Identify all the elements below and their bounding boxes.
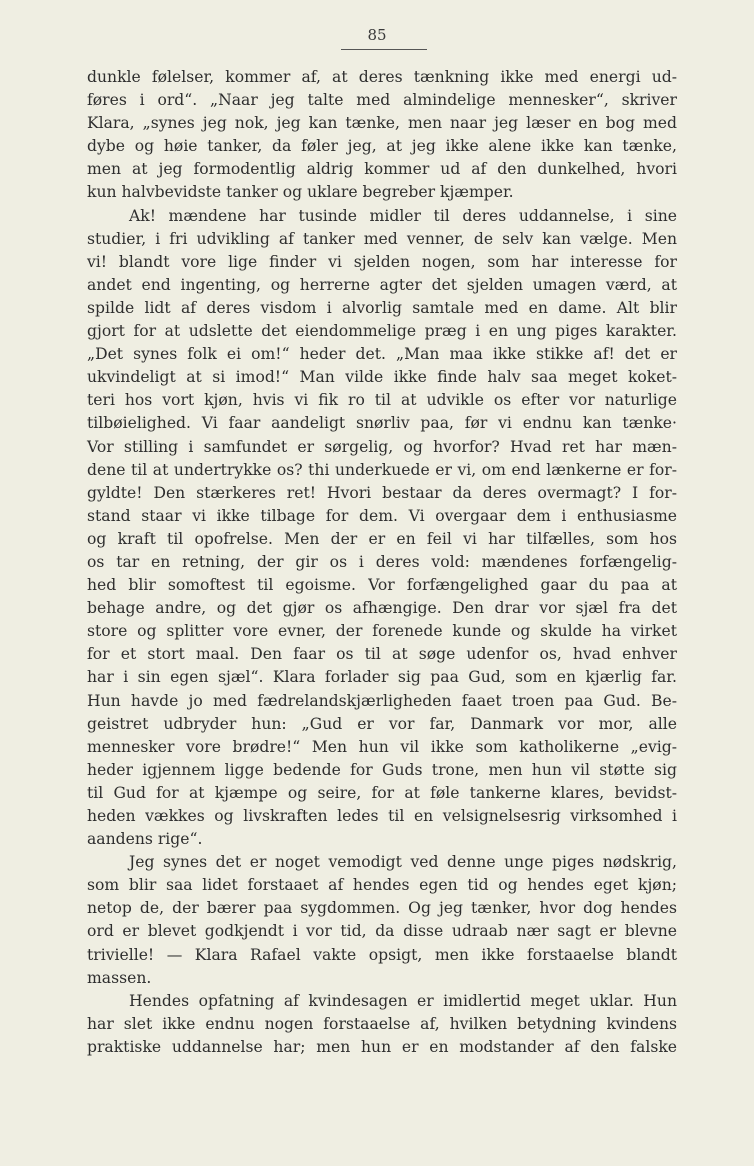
text-line: teri hos vort kjøn, hvis vi fik ro til at udvikle os efter vor naturlige xyxy=(87,391,677,410)
text-line: praktiske uddannelse har; men hun er en modstander af den falske xyxy=(87,1037,677,1056)
text-line: mennesker vore brødre!“ Men hun vil ikke som katholikerne „evig- xyxy=(87,737,677,756)
text-line: Hun havde jo med fædrelandskjærligheden faaet troen paa Gud. Be- xyxy=(87,691,677,710)
text-line: Ak! mændene har tusinde midler til deres uddannelse, i sine xyxy=(129,206,677,225)
text-line: tilbøielighed. Vi faar aandeligt snørliv paa, før vi endnu kan tænke· xyxy=(87,414,677,433)
text-line: og kraft til opofrelse. Men der er en feil vi har tilfælles, som hos xyxy=(87,529,677,548)
text-line: dunkle følelser, kommer af, at deres tænkning ikke med energi ud- xyxy=(87,68,677,86)
text-line: geistret udbryder hun: „Gud er vor far, Danmark vor mor, alle xyxy=(87,714,677,733)
body-text xyxy=(87,66,677,1059)
text-line: til Gud for at kjæmpe og seire, for at føle tankerne klares, bevidst- xyxy=(87,783,677,802)
text-line: heden vækkes og livskraften ledes til en velsignelsesrig virksomhed i xyxy=(87,807,677,825)
text-line: for et stort maal. Den faar os til at søge udenfor os, hvad enhver xyxy=(87,645,677,664)
text-line: spilde lidt af deres visdom i alvorlig samtale med en dame. Alt blir xyxy=(87,298,677,317)
text-line: behage andre, og det gjør os afhængige. Den drar vor sjæl fra det xyxy=(87,599,677,618)
text-line: dybe og høie tanker, da føler jeg, at jeg ikke alene ikke kan tænke, xyxy=(87,137,677,156)
text-line: trivielle! — Klara Rafael vakte opsigt, men ikke forstaaelse blandt xyxy=(87,945,677,964)
text-line: vi! blandt vore lige finder vi sjelden nogen, som har interesse for xyxy=(87,252,677,271)
text-line: massen. xyxy=(87,968,152,987)
text-line: kun halvbevidste tanker og uklare begreber kjæmper. xyxy=(87,183,514,202)
text-line: hed blir somoftest til egoisme. Vor forfængelighed gaar du paa at xyxy=(87,576,677,595)
text-line: store og splitter vore evner, der forenede kunde og skulde ha virket xyxy=(87,622,677,641)
text-line: netop de, der bærer paa sygdommen. Og jeg tænker, hvor dog hendes xyxy=(87,899,677,918)
text-line: Klara, „synes jeg nok, jeg kan tænke, men naar jeg læser en bog med xyxy=(87,114,677,133)
text-line: men at jeg formodentlig aldrig kommer ud af den dunkelhed, hvori xyxy=(87,160,677,179)
text-line: føres i ord“. „Naar jeg talte med almindelige mennesker“, skriver xyxy=(87,91,677,110)
text-line: „Det synes folk ei om!“ heder det. „Man maa ikke stikke af! det er xyxy=(87,345,677,364)
text-line: har i sin egen sjæl“. Klara forlader sig paa Gud, som en kjærlig far. xyxy=(87,668,677,687)
page-number: 85 xyxy=(367,26,387,44)
text-line: stand staar vi ikke tilbage for dem. Vi overgaar dem i enthusiasme xyxy=(87,506,677,525)
text-line: os tar en retning, der gir os i deres vold: mændenes forfængelig- xyxy=(87,552,677,571)
text-line: ord er blevet godkjendt i vor tid, da disse udraab nær sagt er blevne xyxy=(87,922,677,941)
text-line: gjort for at udslette det eiendommelige præg i en ung piges karakter. xyxy=(87,322,677,341)
text-line: som blir saa lidet forstaaet af hendes egen tid og hendes eget kjøn; xyxy=(87,876,677,895)
text-line: andet end ingenting, og herrerne agter det sjelden umagen værd, at xyxy=(87,275,677,294)
text-line: dene til at undertrykke os? thi underkuede er vi, om end lænkerne er for- xyxy=(87,460,677,479)
page-number-rule xyxy=(341,49,427,50)
text-line: har slet ikke endnu nogen forstaaelse af, hvilken betydning kvindens xyxy=(87,1014,677,1033)
text-line: Vor stilling i samfundet er sørgelig, og hvorfor? Hvad ret har mæn- xyxy=(87,437,677,456)
text-line: Jeg synes det er noget vemodigt ved denne unge piges nødskrig, xyxy=(129,853,677,872)
text-line: studier, i fri udvikling af tanker med venner, de selv kan vælge. Men xyxy=(87,229,677,248)
text-line: aandens rige“. xyxy=(87,830,203,849)
text-line: ukvindeligt at si imod!“ Man vilde ikke finde halv saa meget koket- xyxy=(87,368,677,387)
text-line: gyldte! Den stærkeres ret! Hvori bestaar da deres overmagt? I for- xyxy=(87,483,677,502)
text-line: heder igjennem ligge bedende for Guds trone, men hun vil støtte sig xyxy=(87,760,677,779)
text-line: Hendes opfatning af kvindesagen er imidlertid meget uklar. Hun xyxy=(129,991,677,1010)
